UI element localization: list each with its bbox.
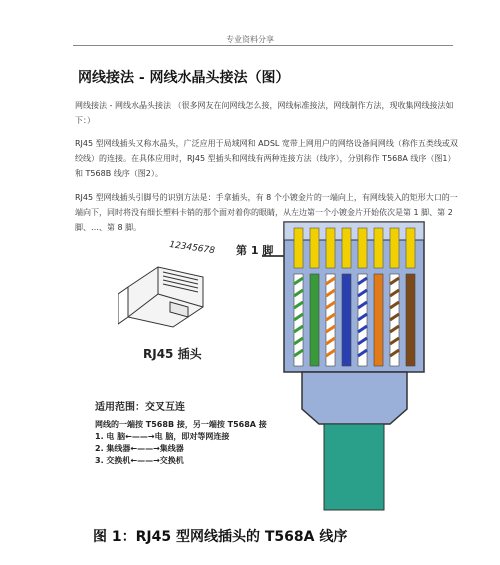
usage-line: 1. 电 脑←——→电 脑，即对等网连接 [95,432,230,441]
header-rule [73,45,453,46]
gold-contact-4 [342,228,351,268]
plug-pin-numbers: 12345678 [168,240,216,257]
wire-8 [406,274,415,366]
gold-contact-1 [294,228,303,268]
wire-6 [374,274,383,366]
page-header: 专业资料分享 [226,35,274,44]
connector-body [284,222,424,372]
wire-2 [310,274,319,366]
cable-jacket [324,424,384,510]
paragraph-rj45-description: RJ45 型网线插头又称水晶头，广泛应用于局域网和 ADSL 宽带上网用户的网络设备间网线（称作五类线或双绞线）的连接。在具体应用时，RJ45 型插头和网线有两种连接方法（线序），分别称作 T568A 线序（图1）和 T568B 线序（图2）。 [75,139,458,178]
pin1-label: 第 1 脚 [236,244,274,257]
gold-contact-8 [406,228,415,268]
gold-contact-3 [326,228,335,268]
t568a-connector-diagram [262,214,432,514]
usage-line: 网线的一端按 T568B 接，另一端按 T568A 接 [95,420,267,429]
usage-line: 3. 交换机←——→交换机 [95,456,184,465]
gold-contact-2 [310,228,319,268]
gold-contact-5 [358,228,367,268]
plug-label: RJ45 插头 [143,347,202,361]
article-title: 网线接法 - 网线水晶头接法（图） [78,70,290,86]
usage-box [95,398,267,467]
figure-caption: 图 1：RJ45 型网线插头的 T568A 线序 [93,529,348,545]
usage-line: 2. 集线器←——→集线器 [95,444,184,453]
usage-heading: 适用范围：交叉互连 [95,402,185,413]
paragraph-pin-identification: RJ45 型网线插头引脚号的识别方法是：手拿插头，有 8 个小镀金片的一端向上，有网线装入的矩形大口的一端向下，同时将没有细长塑料卡销的那个面对着你的眼睛，从左边第一个小镀金片开始依次是第 1 脚、第 2 脚、…、第 8 脚。 [75,193,458,232]
gold-contact-7 [390,228,399,268]
connector-boot [302,372,407,424]
gold-contact-6 [374,228,383,268]
wire-4 [342,274,351,366]
connector-top [284,222,424,240]
paragraph-intro: 网线接法 - 网线水晶头接法 （很多网友在问网线怎么接，网线标准接法，网线制作方法，现收集网线接法如下：） [75,101,454,125]
